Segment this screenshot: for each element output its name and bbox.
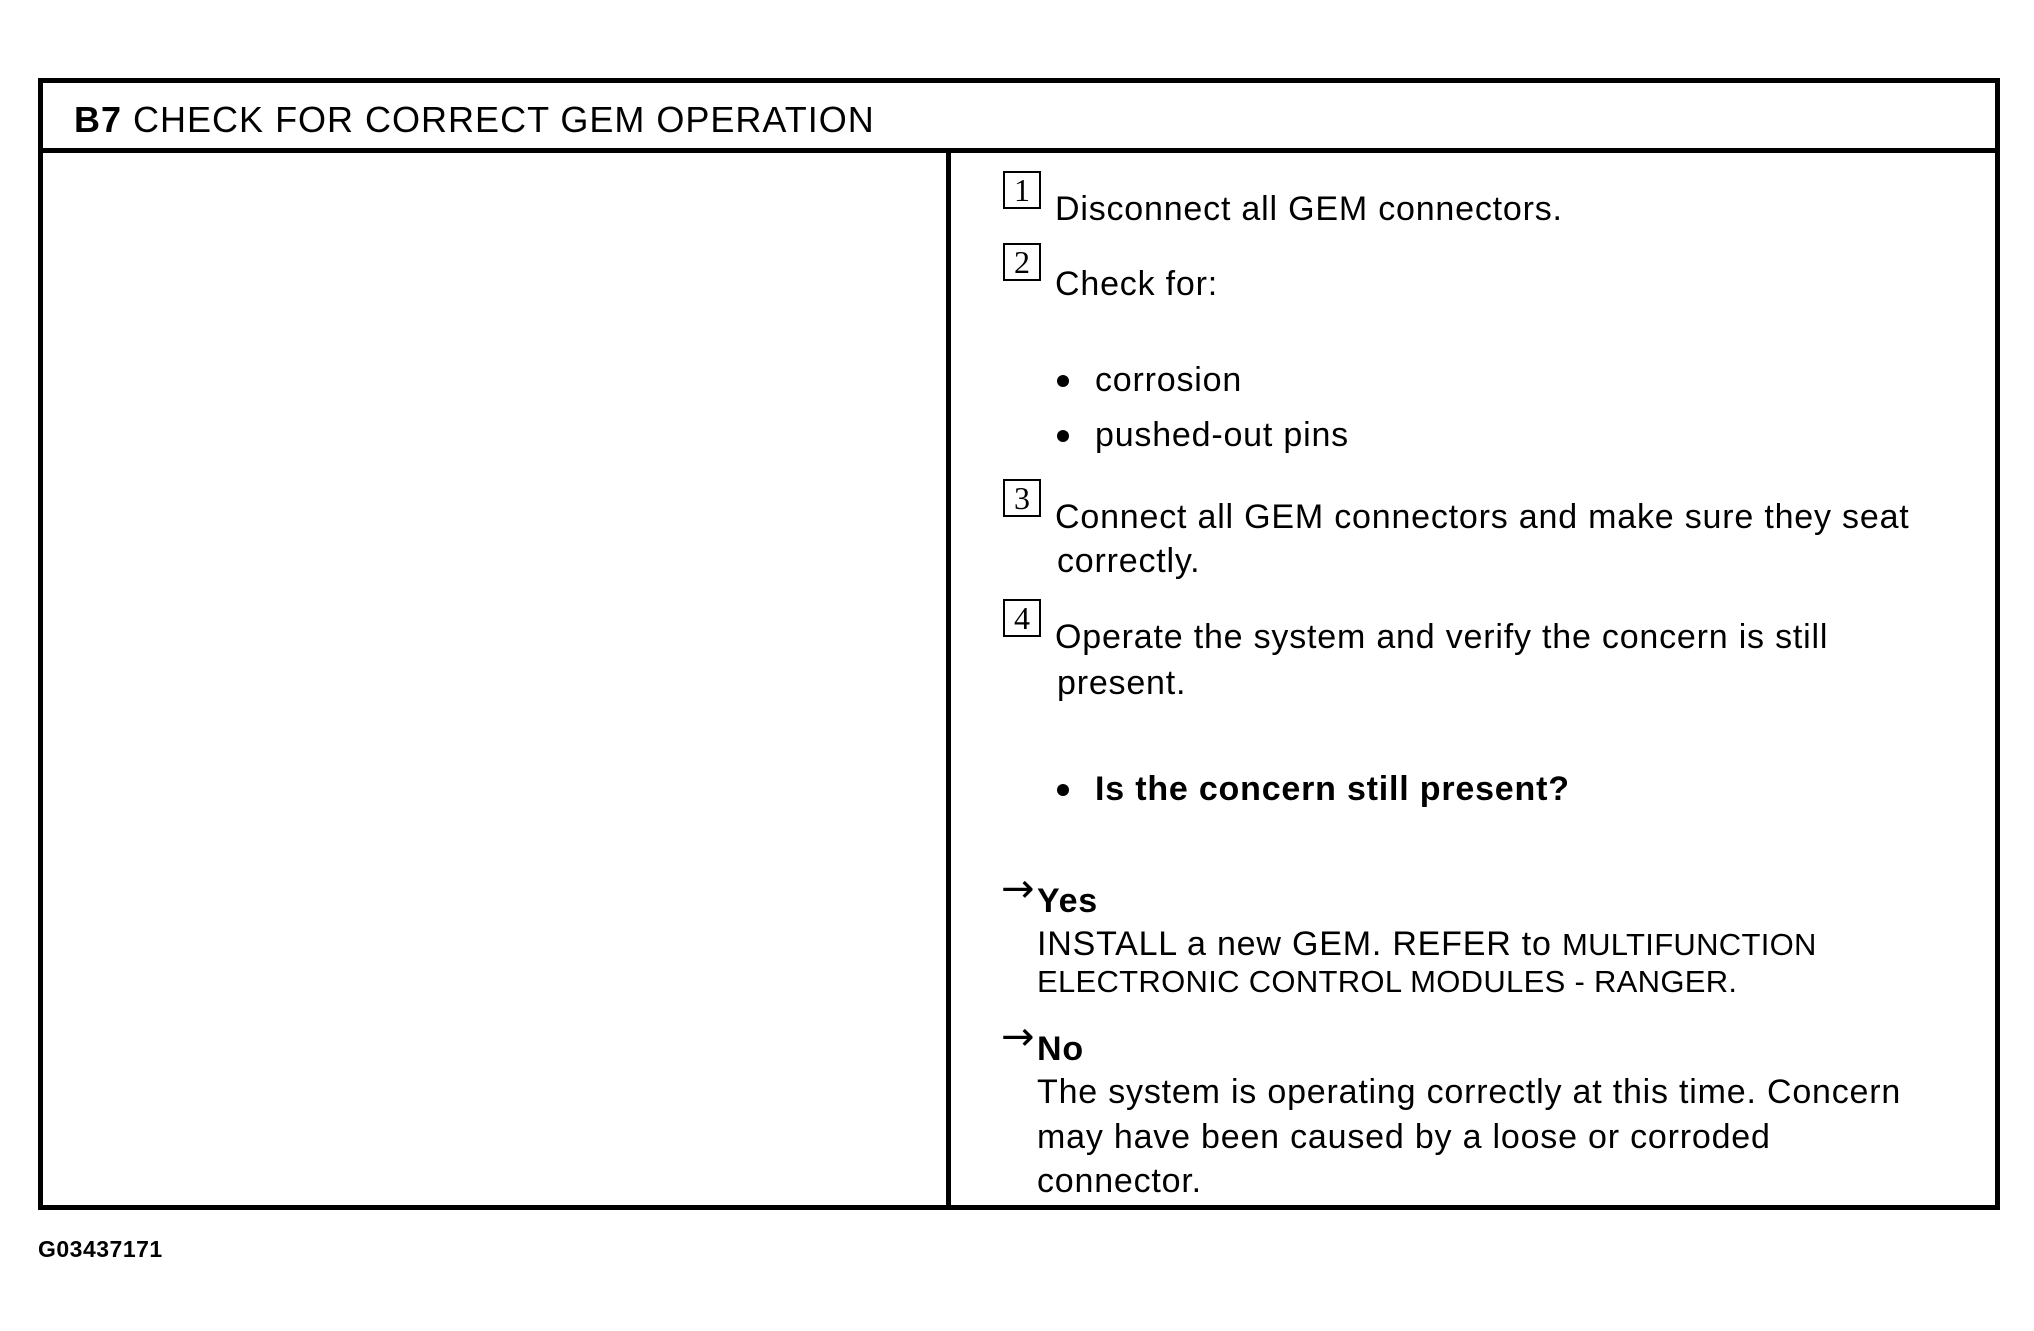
- question-text: Is the concern still present?: [1095, 770, 1570, 808]
- step-number-box: 2: [1003, 243, 1041, 281]
- step-3-text-line1: Connect all GEM connectors and make sure they seat: [1055, 498, 1910, 536]
- arrow-right-icon: →: [1001, 866, 1035, 912]
- step-3-text-line2: correctly.: [1057, 542, 1201, 580]
- check-item: corrosion: [1095, 361, 1243, 399]
- check-item: pushed-out pins: [1095, 416, 1349, 454]
- yes-action-text: INSTALL a new GEM. REFER to: [1037, 925, 1562, 963]
- no-action-line1: The system is operating correctly at this time. Concern: [1037, 1073, 1902, 1111]
- step-number-box: 1: [1003, 171, 1041, 209]
- yes-label: Yes: [1037, 882, 1099, 920]
- arrow-right-icon: →: [1001, 1014, 1035, 1060]
- table-header: [43, 83, 1995, 153]
- step-number-box: 4: [1003, 599, 1041, 637]
- details-column: [951, 153, 1995, 1205]
- step-1-text: Disconnect all GEM connectors.: [1055, 190, 1563, 228]
- step-4-text-line1: Operate the system and verify the concern is still: [1055, 618, 1829, 656]
- no-action-line3: connector.: [1037, 1162, 1202, 1200]
- bullet: [1057, 784, 1069, 796]
- bullet: [1057, 375, 1069, 387]
- step-title: [74, 99, 875, 141]
- step-2-text: Check for:: [1055, 265, 1218, 303]
- step-4-text-line2: present.: [1057, 664, 1187, 702]
- no-action-line2: may have been caused by a loose or corroded: [1037, 1118, 1771, 1156]
- bullet: [1057, 430, 1069, 442]
- step-number-box: 3: [1003, 479, 1041, 517]
- procedure-table: [38, 78, 2000, 1210]
- yes-reference: MULTIFUNCTION: [1562, 927, 1817, 962]
- figure-id: G03437171: [38, 1236, 163, 1262]
- yes-action-line2: ELECTRONIC CONTROL MODULES - RANGER.: [1037, 964, 1738, 999]
- step-id: B7: [74, 99, 123, 140]
- no-label: No: [1037, 1030, 1084, 1068]
- conditions-column: [43, 153, 946, 1205]
- step-title-text: CHECK FOR CORRECT GEM OPERATION: [133, 99, 875, 140]
